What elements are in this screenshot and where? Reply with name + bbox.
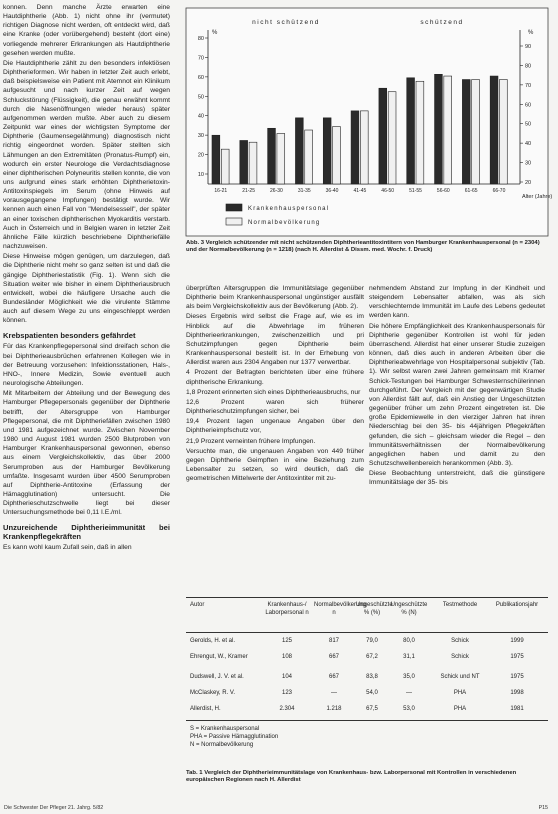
table-header-cell: Testmethode bbox=[442, 602, 478, 608]
bar-hospital-staff bbox=[240, 140, 248, 184]
group-label-not-protective: nicht schützend bbox=[252, 19, 320, 26]
bar-hospital-staff bbox=[407, 78, 415, 184]
x-tick-label: 26-30 bbox=[270, 188, 283, 194]
legend-swatch bbox=[226, 204, 242, 211]
left-tick-label: 60 bbox=[197, 74, 204, 81]
table-cell: 104 bbox=[281, 674, 292, 680]
table-header-divider bbox=[186, 632, 548, 633]
bar-general-population bbox=[388, 92, 396, 184]
bar-hospital-staff bbox=[323, 118, 331, 184]
table-cell: 108 bbox=[281, 654, 292, 660]
x-tick-label: 66-70 bbox=[492, 188, 506, 194]
table-cell: 67,2 bbox=[366, 654, 378, 660]
x-tick-label: 56-60 bbox=[436, 188, 450, 194]
table-legend-entry: PHA = Passive Hämagglutination bbox=[190, 734, 279, 740]
bar-general-population bbox=[277, 134, 285, 184]
table-cell: Ehrengut, W., Kramer bbox=[190, 654, 248, 660]
table-cell: Dudswell, J. V. et al. bbox=[190, 674, 244, 680]
group-label-protective: schützend bbox=[420, 19, 464, 26]
bar-general-population bbox=[444, 76, 452, 184]
bar-chart bbox=[186, 8, 553, 236]
x-tick-label: 36-40 bbox=[325, 188, 339, 194]
middle-column bbox=[186, 284, 364, 484]
paragraph: Versuchte man, die ungenauen Angaben von 449 früher gegen Diphtherie Geimpften in eine Beziehung zum Lebensalter zu setzen, so wird deutlich, daß die geometrischen Mittelwerte der Antitoxintiter mit zu- bbox=[186, 447, 364, 483]
bar-general-population bbox=[416, 81, 424, 184]
section-heading: Unzureichende Diphtherieimmunität bei Krankenpflegekräften bbox=[3, 523, 170, 542]
x-tick-label: 61-65 bbox=[464, 188, 478, 194]
table-bottom-divider bbox=[186, 720, 548, 721]
table-header-cell: Normalbevölkerung n bbox=[314, 602, 367, 616]
right-tick-label: 60 bbox=[525, 102, 532, 109]
left-tick-label: 40 bbox=[197, 113, 204, 120]
table-header-cell: Ungeschützte % (%) bbox=[356, 602, 393, 616]
table-cell: 1981 bbox=[510, 706, 524, 712]
paragraph: 4 Prozent der Befragten berichteten über eine frühere diphtherische Erkrankung. bbox=[186, 369, 364, 386]
paragraph: 1,8 Prozent erinnerten sich eines Diphtherieausbruchs, nur bbox=[186, 388, 361, 396]
legend-label: Krankenhauspersonal bbox=[248, 206, 330, 212]
x-tick-label: 16-21 bbox=[214, 188, 228, 194]
bar-hospital-staff bbox=[490, 76, 498, 184]
bar-general-population bbox=[472, 80, 480, 184]
table-cell: 54,0 bbox=[366, 690, 378, 696]
table-cell: Schick bbox=[451, 638, 469, 644]
table-cell: 2.304 bbox=[279, 706, 295, 712]
table-cell: 35,0 bbox=[403, 674, 415, 680]
table-legend-entry: N = Normalbevölkerung bbox=[190, 742, 254, 748]
paragraph: Die höhere Empfänglichkeit des Krankenhauspersonals für Diphtherie gegenüber Kontrollen ist wohl für jeden überraschend. Allerdist hat einer unserer Studie zuzeigen können, daß dies auch in anderen Arbeiten über die Diphtherieabwehrlage von Hospitalpersonal subjektiv (Tab. 1). Wir selbst waren zwei Jahren gemeinsam mit Kramer Schick-Testungen bei Hamburger Schwesternschülerinnen durchgeführt. Der Vergleich mit der gegenwärtigen Studie von Allerdist fällt auf, daß ein Anstieg der Ungeschützten gegenüber früher um zehn Prozent eingetreten ist. Die große Epidemiewelle in den vierziger Jahren hat ihren Niederschlag bei den 35- bis 44jährigen Pflegekräften gefunden, die sich – gleichsam wieder die Regel – den Immunitätsverhältnissen der Normalbevölkerung angeglichen haben und damit zu den Schutzschwellenbereich herankommen (Abb. 3). bbox=[369, 322, 545, 467]
paragraph: Mit Mitarbeitern der Abteilung und der Bewegung des Hamburger Pflegepersonals gegenüber der Diphtherie betrifft, der Altersgruppe von Hamburger Pflegepersonal, die mit Diphtheriefällen zwischen 1980 und 1981 aufgezeichnet wurde. Zwischen November 1980 und August 1981 wurden 2500 Blutproben von Hamburger Krankenhauspersonal gewonnen, ebenso aus einem Vergleichskollektiv, das über 2000 Serumproben aus der Hamburger Bevölkerung umfaßte. Insgesamt wurden über 4500 Serumproben auf Diphtherie-Antitoxine (Erfassung der Hämagglutination) untersucht. Die Diphtherieschutzschwelle liegt bei dieser Untersuchungsmethode bei 0,11 I.E./ml. bbox=[3, 390, 170, 517]
right-tick-label: 70 bbox=[525, 82, 532, 89]
table-cell: 1975 bbox=[510, 654, 524, 660]
x-tick-label: 31-35 bbox=[297, 188, 311, 194]
table-cell: Allerdist, H. bbox=[190, 706, 221, 712]
footer-journal: Die Schwester Der Pfleger 21. Jahrg. 5/82 bbox=[4, 805, 104, 811]
table-cell: 1975 bbox=[510, 674, 524, 680]
section-heading: Krebspatienten besonders gefährdet bbox=[3, 331, 136, 341]
paragraph: Es kann wohl kaum Zufall sein, daß in allen bbox=[3, 544, 132, 552]
x-tick-label: 21-25 bbox=[242, 188, 256, 194]
legend-swatch bbox=[226, 218, 242, 225]
page-number: P15 bbox=[538, 805, 548, 811]
left-tick-label: 30 bbox=[197, 133, 204, 140]
table-header-cell: Krankenhaus-/ Laborpersonal n bbox=[265, 602, 309, 616]
paragraph: Diese Beobachtung unterstreicht, daß die günstigere Immunitätslage der 35- bis bbox=[369, 470, 545, 487]
legend-label: Normalbevölkerung bbox=[248, 220, 321, 226]
paragraph: nehmendem Abstand zur Impfung in der Kindheit und steigendem Lebensalter abfallen, was als sich verschlechternde Immunität im Laufe des Lebens gedeutet werden kann. bbox=[369, 285, 545, 320]
table-cell: 1999 bbox=[510, 638, 524, 644]
table-header-cell: Publikationsjahr bbox=[495, 602, 539, 608]
paragraph: 21,9 Prozent verneinten frühere Impfungen. bbox=[186, 437, 316, 445]
bar-hospital-staff bbox=[212, 135, 220, 184]
table-cell: 1998 bbox=[510, 690, 524, 696]
bar-general-population bbox=[360, 111, 368, 184]
bar-hospital-staff bbox=[295, 118, 303, 184]
bar-general-population bbox=[249, 142, 257, 184]
paragraph: Die Hautdiphtherie zählt zu den besonders infektiösen Diphtherieformen. Wir haben in letzter Zeit auch erlebt, daß beispielsweise ein Patient mit Atemnot ein Klinikum aufgesucht und nach kurzer Zeit auf wegen Schluckstörung (Flüssigkeit), die genau erwähnt kommt durch die Nasenöffnungen wieder heraus) später aufgenommen werden mußte. Aber auch zu diesem Zeitpunkt war eines der wichtigsten Symptome der Diphtherie (Gaumensegelähmung) diagnostisch nicht richtig eingeordnet worden. Später stellten sich Lähmungen an den Extremitäten (Pronatus-Rumpf) ein, wodurch ein erster Neurologe die Verdachtsdiagnose einer diphtherischen Polyneuritis stellen konnte, die von uns aufgrund eines stark erhöhten Diphtherietoxin-Antitoxinspiegels im Serum (ohne Hinweis auf vorausgegangene Impfungen) bestätigt wurde. Wir kennen auch einen Fall von "Mendelsessell", der später an einer toxischen diphtherischen Myokarditis verstarb. Auch in Österreich und in Belgien waren in letzter Zeit ähnliche Fälle kürzlich beschriebene Diphtheriefälle nachzuweisen. bbox=[3, 59, 170, 251]
bar-general-population bbox=[499, 80, 507, 184]
table-cell: 67,5 bbox=[366, 706, 378, 712]
table-cell: 667 bbox=[328, 674, 339, 680]
bar-hospital-staff bbox=[379, 88, 387, 184]
paragraph: konnen. Denn manche Ärzte erwarten eine Hautdiphtherie (Abb. 1) nicht ohne ihr (vermutet) richtigen Diagnose nicht werden, oft entdeckt wird, daß eine Kranke (oder vorübergehend) besteht (dort eine) vorliegende mehrerer Erkrankungen als Hautdiphtherie gesehen werden mußte. bbox=[3, 4, 170, 57]
paragraph: Für das Krankenpflegepersonal sind dreifach schon die bei Diphtherieausbrüchen erfahrenen Kollegen wie in der Betreuung vorzusehen: Infektionsstationen, Hals-, HNO-, Innere Medizin, Sowie eventuell auch neurologische Abteilungen. bbox=[3, 343, 170, 388]
x-tick-label: 41-45 bbox=[353, 188, 367, 194]
table-cell: 123 bbox=[281, 690, 292, 696]
left-tick-label: 50 bbox=[197, 94, 204, 101]
table-cell: 79,0 bbox=[366, 638, 378, 644]
left-tick-label: 20 bbox=[197, 152, 204, 159]
bar-hospital-staff bbox=[268, 128, 276, 184]
right-tick-label: 30 bbox=[525, 160, 532, 167]
paragraph: Dieses Ergebnis wird selbst die Frage auf, wie es im Hinblick auf die Abwehrlage im früheren Diphtherieerkrankungen, zwischenzeitlich und pri Schutzimpfungen gegen Diphtherie beim Krankenhauspersonal bestellt ist. In der Erhebung von Allerdist waren aus 2304 Angaben nur 1377 verwertbar. bbox=[186, 313, 364, 367]
table-cell: PHA bbox=[453, 706, 467, 712]
x-tick-label: 46-50 bbox=[381, 188, 395, 194]
right-tick-label: 20 bbox=[525, 180, 532, 186]
table-cell: McClaskey, R. V. bbox=[190, 690, 236, 696]
paragraph: überprüften Altersgruppen die Immunitätslage gegenüber Diphtherie beim Krankenhauspersonal ungünstiger ausfällt als beim Vergleichskollektiv aus der Bevölkerung (Abb. 2). bbox=[186, 285, 364, 311]
table-cell: 31,1 bbox=[403, 654, 415, 660]
table-cell: Schick bbox=[451, 654, 469, 660]
bar-hospital-staff bbox=[351, 111, 359, 184]
bar-general-population bbox=[221, 149, 229, 184]
left-column bbox=[3, 3, 170, 554]
table-cell: — bbox=[406, 690, 412, 696]
right-tick-label: 40 bbox=[525, 141, 532, 148]
left-axis-label: % bbox=[212, 30, 218, 36]
paragraph: 19,4 Prozent lagen ungenaue Angaben über den Diphtherieimpfschutz vor, bbox=[186, 418, 364, 435]
paragraph: Diese Hinweise mögen genügen, um darzulegen, daß die Diphtherie nicht mehr so ganz selten ist und daß die gängige Diphtheriestatistik (Fig. 1). Wenn sich die Situation weiter wie bisher in einem Diphtheriausbruch entwickelt, wobei die häufigere Ursache auch die Bundesländer Möglichkeit wie die virulente Stämme auch auf diesem Wege zu uns eingeschleppt werden können. bbox=[3, 253, 170, 325]
x-tick-label: 51-55 bbox=[409, 188, 422, 194]
left-tick-label: 10 bbox=[197, 172, 204, 178]
table-header-cell: Ungeschützte % (N) bbox=[390, 602, 428, 616]
bar-hospital-staff bbox=[462, 80, 470, 184]
table-cell: Gerolds, H. et al. bbox=[190, 638, 236, 644]
figure-caption: Abb. 3 Vergleich schützender mit nicht schützenden Diphtherieantitoxintitern von Hamburger Krankenhauspersonal (n = 2304) und der Normalbevölkerung (n = 1218) (nach H. Allerdist & Dissm. med. Wochr. f. Druck) bbox=[186, 240, 540, 254]
left-tick-label: 80 bbox=[197, 36, 204, 42]
table-cell: — bbox=[331, 690, 337, 696]
table-cell: 817 bbox=[328, 638, 339, 644]
table-cell: PHA bbox=[453, 690, 467, 696]
table-cell: 83,8 bbox=[366, 674, 378, 680]
table-legend-entry: S = Krankenhauspersonal bbox=[190, 726, 260, 732]
table-cell: Schick und NT bbox=[440, 674, 480, 680]
right-tick-label: 80 bbox=[525, 63, 532, 70]
right-tick-label: 50 bbox=[525, 121, 532, 128]
table-cell: 667 bbox=[328, 654, 339, 660]
right-axis-label: % bbox=[528, 30, 534, 36]
bar-hospital-staff bbox=[435, 74, 443, 184]
right-column bbox=[369, 284, 545, 488]
comparison-table bbox=[186, 597, 548, 770]
table-cell: 125 bbox=[281, 638, 292, 644]
x-axis-label: Alter (Jahre) bbox=[522, 194, 553, 200]
paragraph: 12,6 Prozent waren sich früherer Diphtherieschutzimpfungen sicher, bei bbox=[186, 398, 364, 416]
table-caption: Tab. 1 Vergleich der Diphtherieimmunitätslage von Krankenhaus- bzw. Laborpersonal mit Kontrollen in verschiedenen europäischen Regionen nach H. Allerdist bbox=[186, 770, 517, 784]
page-footer bbox=[4, 805, 548, 811]
bar-general-population bbox=[305, 130, 313, 184]
table-header-cell: Autor bbox=[190, 602, 205, 608]
bar-general-population bbox=[333, 127, 341, 184]
left-tick-label: 70 bbox=[197, 55, 204, 62]
right-tick-label: 90 bbox=[525, 44, 532, 50]
table-cell: 80,0 bbox=[403, 638, 415, 644]
table-cell: 53,0 bbox=[403, 706, 415, 712]
table-cell: 1.218 bbox=[326, 706, 342, 712]
